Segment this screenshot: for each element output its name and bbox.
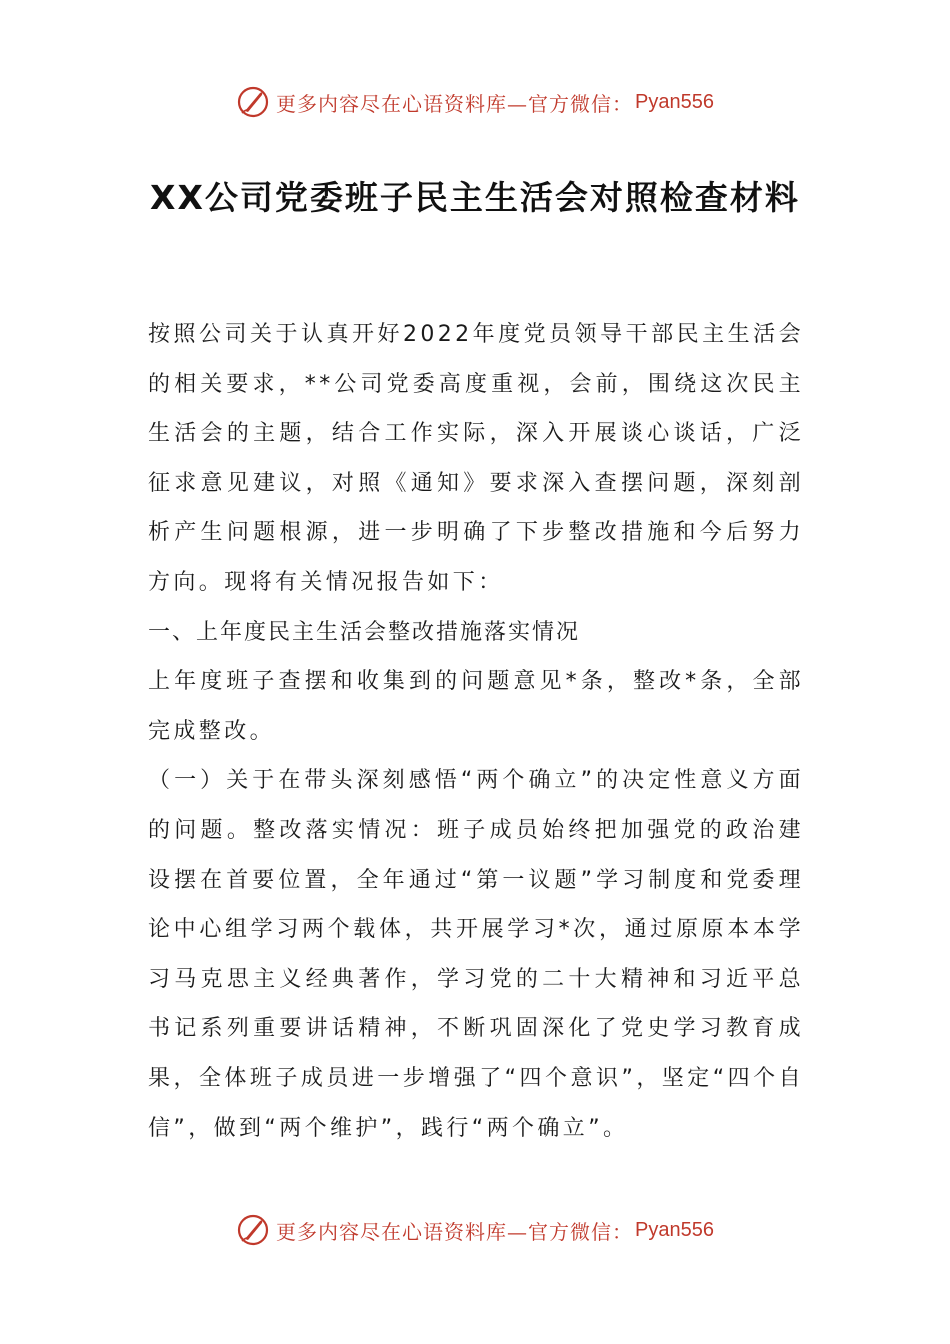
section-summary-paragraph: 上年度班子查摆和收集到的问题意见*条，整改*条，全部完成整改。 <box>148 669 804 744</box>
quill-logo-icon <box>236 1213 270 1247</box>
document-body <box>148 310 804 1153</box>
document-title: XX公司党委班子民主生活会对照检查材料 <box>150 178 800 217</box>
watermark-account: Pyan556 <box>635 90 714 113</box>
watermark-text: 更多内容尽在心语资料库—官方微信： <box>276 91 634 116</box>
header-watermark <box>0 82 950 122</box>
intro-paragraph: 按照公司关于认真开好2022年度党员领导干部民主生活会的相关要求，**公司党委高度重视，会前，围绕这次民主生活会的主题，结合工作实际，深入开展谈心谈话，广泛征求意见建议，对照《通知》要求深入查摆问题，深刻剖析产生问题根源，进一步明确了下步整改措施和今后努力方向。现将有关情况报告如下： <box>148 322 804 595</box>
subsection-paragraph-1: （一）关于在带头深刻感悟“两个确立”的决定性意义方面的问题。整改落实情况：班子成员始终把加强党的政治建设摆在首要位置，全年通过“第一议题”学习制度和党委理论中心组学习两个载体，共开展学习*次，通过原原本本学习马克思主义经典著作，学习党的二十大精神和习近平总书记系列重要讲话精神，不断巩固深化了党史学习教育成果，全体班子成员进一步增强了“四个意识”，坚定“四个自信”，做到“两个维护”，践行“两个确立”。 <box>148 768 804 1141</box>
quill-logo-icon <box>236 85 270 119</box>
watermark-account: Pyan556 <box>635 1218 714 1241</box>
watermark-text: 更多内容尽在心语资料库—官方微信： <box>276 1219 634 1244</box>
section-heading-1: 一、上年度民主生活会整改措施落实情况 <box>148 619 581 645</box>
footer-watermark <box>0 1210 950 1250</box>
